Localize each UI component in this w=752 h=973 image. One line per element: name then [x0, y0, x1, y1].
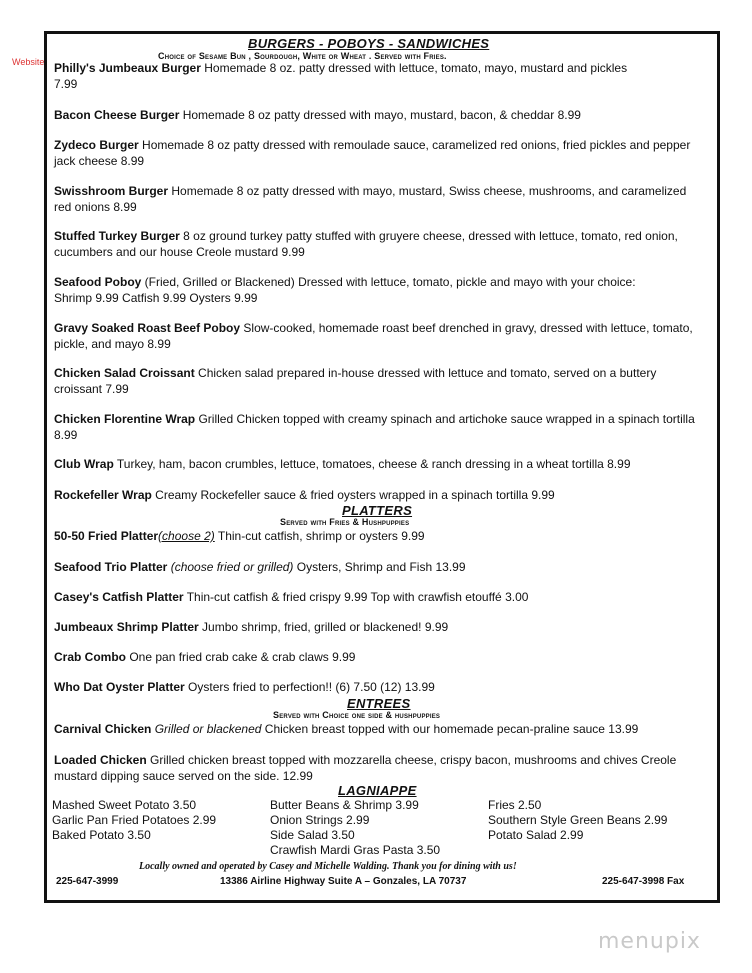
item-name: Philly's Jumbeaux Burger	[54, 61, 201, 75]
item-desc: Jumbo shrimp, fried, grilled or blackened! 9.99	[198, 620, 449, 634]
menu-item-bacon	[54, 108, 704, 124]
side-item: Fries 2.50	[488, 798, 542, 812]
item-desc: Creamy Rockefeller sauce & fried oysters wrapped in a spinach tortilla 9.99	[151, 488, 555, 502]
item-name: Crab Combo	[54, 650, 126, 664]
item-note: Grilled or blackened	[151, 722, 262, 736]
item-name: Seafood Poboy	[54, 275, 142, 289]
menu-item-shrimp	[54, 620, 704, 636]
website-watermark: Website	[12, 57, 45, 67]
menu-item-crab	[54, 650, 704, 666]
menu-item-loaded	[54, 753, 704, 784]
item-name: Gravy Soaked Roast Beef Poboy	[54, 321, 241, 335]
menu-item-fifty-fifty	[54, 529, 704, 545]
menu-item-swisshroom	[54, 184, 704, 215]
item-name: Chicken Florentine Wrap	[54, 412, 196, 426]
footer-fax: 225-647-3998 Fax	[602, 876, 685, 887]
item-desc: Thin-cut catfish, shrimp or oysters 9.99	[214, 529, 425, 543]
item-desc: Oysters, Shrimp and Fish 13.99	[293, 560, 466, 574]
menu-item-trio	[54, 560, 704, 576]
menu-item-catfish	[54, 590, 704, 606]
menu-item-seafood-poboy	[54, 275, 654, 306]
section-title-entrees: ENTREES	[347, 696, 411, 711]
menu-item-phillys	[54, 61, 644, 92]
item-desc: Homemade 8 oz patty dressed with remoulade sauce, caramelized red onions, fried pickles and pepper jack cheese 8.99	[54, 138, 691, 168]
footer-phone: 225-647-3999	[56, 876, 119, 887]
item-name: Bacon Cheese Burger	[54, 108, 180, 122]
item-desc: 8 oz ground turkey patty stuffed with gruyere cheese, dressed with lettuce, tomato, red onion, cucumbers and our house Creole mustard 9.99	[54, 229, 678, 259]
item-name: Zydeco Burger	[54, 138, 139, 152]
item-desc: Chicken breast topped with our homemade pecan-praline sauce 13.99	[261, 722, 639, 736]
item-desc: (Fried, Grilled or Blackened) Dressed with lettuce, tomato, pickle and mayo with your choice: Shrimp 9.99 Catfish 9.99 Oysters 9.99	[54, 275, 636, 305]
item-name: Swisshroom Burger	[54, 184, 169, 198]
side-item: Southern Style Green Beans 2.99	[488, 813, 668, 827]
section-subtitle-platters: Served with Fries & Hushpuppies	[280, 517, 410, 527]
item-desc: Grilled chicken breast topped with mozzarella cheese, crispy bacon, mushrooms and chives Creole mustard dipping sauce served on the side. 12.99	[54, 753, 677, 783]
item-name: Who Dat Oyster Platter	[54, 680, 185, 694]
item-name: Chicken Salad Croissant	[54, 366, 195, 380]
menu-item-club-wrap	[54, 457, 704, 473]
item-desc: Thin-cut catfish & fried crispy 9.99 Top with crawfish etouffé 3.00	[183, 590, 529, 604]
item-name: Loaded Chicken	[54, 753, 147, 767]
menu-item-turkey	[54, 229, 704, 260]
menu-item-croissant	[54, 366, 704, 397]
item-name: Stuffed Turkey Burger	[54, 229, 180, 243]
item-name: Jumbeaux Shrimp Platter	[54, 620, 199, 634]
item-name: Rockefeller Wrap	[54, 488, 152, 502]
side-item: Baked Potato 3.50	[52, 828, 151, 842]
item-name: 50-50 Fried Platter	[54, 529, 159, 543]
side-item: Side Salad 3.50	[270, 828, 355, 842]
item-name: Seafood Trio Platter	[54, 560, 168, 574]
item-desc: Homemade 8 oz. patty dressed with lettuce, tomato, mayo, mustard and pickles 7.99	[54, 61, 628, 91]
section-title-lagniappe: LAGNIAPPE	[338, 783, 417, 798]
item-name: Casey's Catfish Platter	[54, 590, 184, 604]
side-item: Butter Beans & Shrimp 3.99	[270, 798, 419, 812]
side-item: Onion Strings 2.99	[270, 813, 370, 827]
section-subtitle-burgers: Choice of Sesame Bun , Sourdough, White or Wheat . Served with Fries.	[158, 51, 447, 61]
menu-item-florentine	[54, 412, 704, 443]
item-desc: Oysters fried to perfection!! (6) 7.50 (12) 13.99	[184, 680, 435, 694]
footer-address: 13386 Airline Highway Suite A – Gonzales, LA 70737	[220, 876, 467, 887]
item-desc: Homemade 8 oz patty dressed with mayo, mustard, bacon, & cheddar 8.99	[179, 108, 581, 122]
menu-item-zydeco	[54, 138, 704, 169]
item-desc: Chicken salad prepared in-house dressed with lettuce and tomato, served on a buttery croissant 7.99	[54, 366, 657, 396]
footer-note: Locally owned and operated by Casey and Michelle Walding. Thank you for dining with us!	[139, 861, 517, 872]
menu-item-carnival	[54, 722, 704, 738]
item-desc: One pan fried crab cake & crab claws 9.99	[126, 650, 356, 664]
section-subtitle-entrees: Served with Choice one side & hushpuppies	[273, 710, 441, 720]
side-item: Potato Salad 2.99	[488, 828, 584, 842]
menupix-watermark: menupix	[598, 929, 701, 954]
section-title-burgers: BURGERS - POBOYS - SANDWICHES	[248, 36, 490, 51]
side-item: Mashed Sweet Potato 3.50	[52, 798, 197, 812]
item-note: (choose fried or grilled)	[167, 560, 294, 574]
item-desc: Grilled Chicken topped with creamy spinach and artichoke sauce wrapped in a spinach tortilla 8.99	[54, 412, 695, 442]
menu-item-gravy-poboy	[54, 321, 704, 352]
item-name: Club Wrap	[54, 457, 114, 471]
item-desc: Turkey, ham, bacon crumbles, lettuce, tomatoes, cheese & ranch dressing in a wheat tortilla 8.99	[113, 457, 631, 471]
menu-item-oyster	[54, 680, 704, 696]
item-name: Carnival Chicken	[54, 722, 152, 736]
menu-item-rockefeller	[54, 488, 704, 504]
section-title-platters: PLATTERS	[342, 503, 413, 518]
side-item: Garlic Pan Fried Potatoes 2.99	[52, 813, 217, 827]
item-desc: Homemade 8 oz patty dressed with mayo, mustard, Swiss cheese, mushrooms, and caramelized red onions 8.99	[54, 184, 687, 214]
item-desc: Slow-cooked, homemade roast beef drenched in gravy, dressed with lettuce, tomato, pickle, and mayo 8.99	[54, 321, 693, 351]
item-choose: (choose 2)	[158, 529, 215, 543]
side-item: Crawfish Mardi Gras Pasta 3.50	[270, 843, 441, 857]
